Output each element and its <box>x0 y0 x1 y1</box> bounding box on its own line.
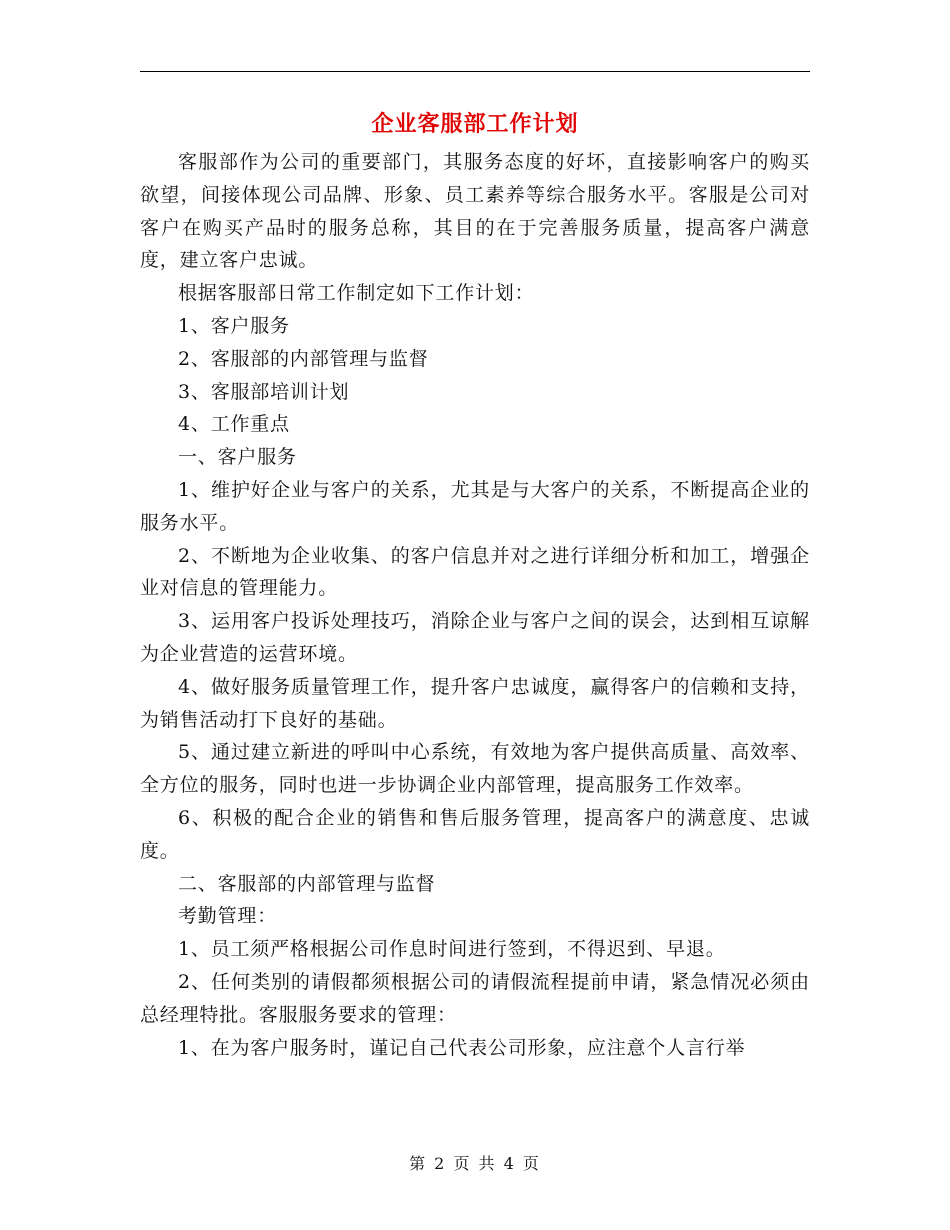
plan-item-1: 1、客户服务 <box>178 314 290 337</box>
intro-paragraph: 客服部作为公司的重要部门，其服务态度的好坏，直接影响客户的购买欲望，间接体现公司品牌、形象、员工素养等综合服务水平。客服是公司对客户在购买产品时的服务总称，其目的在于完善服务质量，提高客户满意度，建立客户忠诚。 <box>140 151 810 272</box>
customer-service-item-2: 2、不断地为企业收集、的客户信息并对之进行详细分析和加工，增强企业对信息的管理能力。 <box>140 544 810 600</box>
attendance-item-2: 2、任何类别的请假都须根据公司的请假流程提前申请，紧急情况必须由总经理特批。客服服务要求的管理： <box>140 970 810 1026</box>
plan-item-4: 4、工作重点 <box>178 413 290 436</box>
section-heading-customer-service: 一、客户服务 <box>178 446 297 469</box>
service-requirement-item-1: 1、在为客户服务时，谨记自己代表公司形象，应注意个人言行举 <box>178 1036 746 1059</box>
customer-service-item-4: 4、做好服务质量管理工作，提升客户忠诚度，赢得客户的信赖和支持，为销售活动打下良好的基础。 <box>140 675 810 731</box>
plan-intro-paragraph: 根据客服部日常工作制定如下工作计划： <box>178 282 535 305</box>
customer-service-item-6: 6、积极的配合企业的销售和售后服务管理，提高客户的满意度、忠诚度。 <box>140 806 810 862</box>
customer-service-item-5: 5、通过建立新进的呼叫中心系统，有效地为客户提供高质量、高效率、全方位的服务，同时也进一步协调企业内部管理，提高服务工作效率。 <box>140 741 810 797</box>
customer-service-item-3: 3、运用客户投诉处理技巧，消除企业与客户之间的误会，达到相互谅解为企业营造的运营环境。 <box>140 610 810 665</box>
attendance-heading: 考勤管理： <box>178 905 278 928</box>
header-rule <box>140 71 810 72</box>
page-number-footer: 第 2 页 共 4 页 <box>409 1154 541 1173</box>
document-title: 企业客服部工作计划 <box>371 111 579 137</box>
customer-service-item-1: 1、维护好企业与客户的关系，尤其是与大客户的关系，不断提高企业的服务水平。 <box>140 478 810 534</box>
document-body <box>140 104 810 1064</box>
attendance-item-1: 1、员工须严格根据公司作息时间进行签到，不得迟到、早退。 <box>178 938 726 961</box>
section-heading-internal-management: 二、客服部的内部管理与监督 <box>178 872 436 895</box>
plan-item-3: 3、客服部培训计划 <box>178 380 350 403</box>
plan-item-2: 2、客服部的内部管理与监督 <box>178 347 429 370</box>
